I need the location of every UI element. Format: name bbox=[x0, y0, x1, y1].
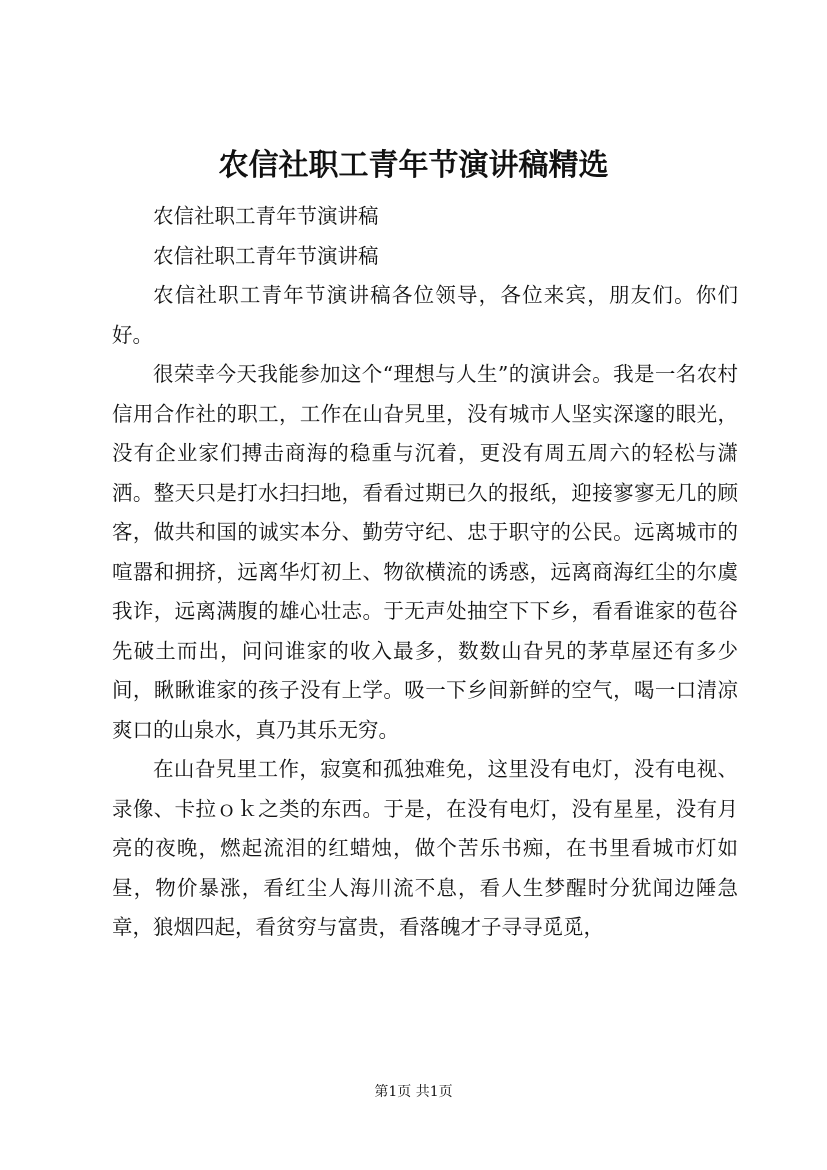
paragraph: 农信社职工青年节演讲稿 bbox=[153, 243, 379, 268]
paragraph: 很荣幸今天我能参加这个“理想与人生”的演讲会。我是一名农村信用合作社的职工，工作在山旮旯里，没有城市人坚实深邃的眼光，没有企业家们搏击商海的稳重与沉着，更没有周五周六的轻松与潇洒。整天只是打水扫扫地，看看过期已久的报纸，迎接寥寥无几的顾客，做共和国的诚实本分、勤劳守纪、忠于职守的公民。远离城市的喧嚣和拥挤，远离华灯初上、物欲横流的诱惑，远离商海红尘的尔虞我诈，远离满腹的雄心壮志。于无声处抽空下下乡，看看谁家的苞谷先破土而出，问问谁家的收入最多，数数山旮旯的茅草屋还有多少间，瞅瞅谁家的孩子没有上学。吸一下乡间新鲜的空气，喝一口清凉爽口的山泉水，真乃其乐无穷。 bbox=[112, 362, 738, 742]
page-footer: 第1页 共1页 bbox=[374, 1084, 453, 1100]
document-body bbox=[112, 197, 738, 948]
paragraph: 农信社职工青年节演讲稿 bbox=[153, 204, 379, 228]
paragraph: 农信社职工青年节演讲稿各位领导，各位来宾，朋友们。你们好。 bbox=[112, 283, 738, 347]
paragraph: 在山旮旯里工作，寂寞和孤独难免，这里没有电灯，没有电视、录像、卡拉ｏｋ之类的东西。于是，在没有电灯，没有星星，没有月亮的夜晚，燃起流泪的红蜡烛，做个苦乐书痴，在书里看城市灯如昼，物价暴涨，看红尘人海川流不息，看人生梦醒时分犹闻边陲急章，狼烟四起，看贫穷与富贵，看落魄才子寻寻觅觅， bbox=[112, 757, 738, 939]
document-title: 农信社职工青年节演讲稿精选 bbox=[218, 148, 609, 183]
